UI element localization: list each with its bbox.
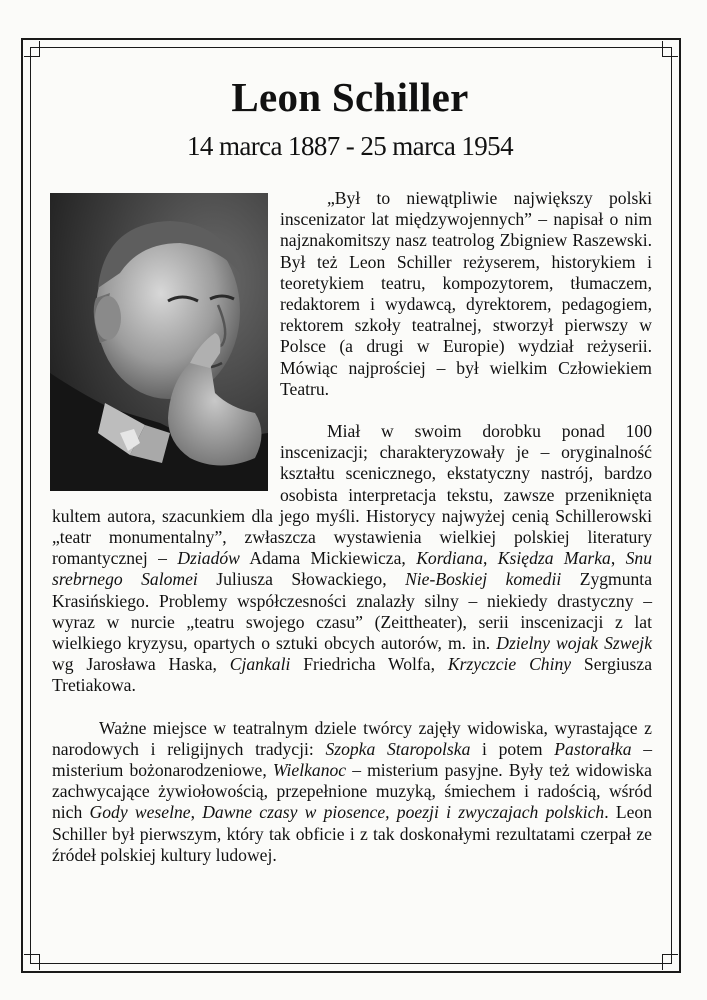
work-title: Cjankali bbox=[229, 654, 291, 675]
text-run: Zygmunta Krasińskiego. Problemy współczesności znalazły silny – niekiedy drastyczny – wyraz w nurcie „teatru swojego czasu” (Zeittheater), serii inscenizacji z lat wielkiego kryzysu, opartych o sztuki obcych autorów, m. in. bbox=[52, 569, 653, 654]
work-title: Szopka Staropolska bbox=[325, 738, 471, 759]
text-run: Sergiusza Tretiakowa. bbox=[52, 654, 653, 696]
work-title: Krzyczcie Chiny bbox=[447, 654, 572, 675]
text-run: . Leon Schiller był pierwszym, który tak obficie i z tak doskonałymi rezultatami czerpał ze źródeł polskiej kultury ludowej. bbox=[52, 802, 652, 865]
text-run: Adama Mickiewicza, bbox=[239, 548, 417, 569]
text-run: Friedricha Wolfa, bbox=[290, 654, 448, 675]
text-run: „Był to niewątpliwie największy polski inscenizator lat międzywojennych” – napisał o nim najznakomitszy nasz teatrolog Zbigniew Raszewski. Był też Leon Schiller reżyserem, historykiem i teoretykiem teatru, kompozytorem, tłumaczem, redaktorem i wydawcą, dyrektorem, pedagogiem, rektorem szkoły teatralnej, stworzył pierwszy w Polsce (a drugi w Europie) wydział reżyserii. Mówiąc najprościej – był wielkim Człowiekiem Teatru. bbox=[280, 188, 652, 399]
paragraph bbox=[52, 718, 652, 866]
work-title: Gody weselne bbox=[89, 802, 191, 823]
text-run: , bbox=[190, 802, 203, 823]
text-run: , bbox=[483, 548, 498, 569]
work-title: Nie-Boskiej komedii bbox=[405, 569, 562, 590]
work-title: Dawne czasy w piosence, poezji i zwyczajach polskich bbox=[202, 802, 605, 823]
text-run: Juliusza Słowackiego, bbox=[197, 569, 406, 590]
page-title: Leon Schiller bbox=[231, 74, 469, 120]
text-run: – misterium bożonarodzeniowe, bbox=[52, 738, 652, 781]
life-dates: 14 marca 1887 - 25 marca 1954 bbox=[187, 131, 513, 161]
text-run: i potem bbox=[470, 738, 555, 759]
work-title: Wielkanoc bbox=[272, 760, 347, 781]
portrait-spacer bbox=[52, 188, 270, 495]
text-run: , bbox=[610, 548, 626, 569]
frame-corner bbox=[24, 954, 40, 970]
frame-corner bbox=[24, 41, 40, 57]
work-title: Dziadów bbox=[177, 548, 240, 569]
work-title: Dzielny wojak Szwejk bbox=[496, 633, 652, 654]
biography-text bbox=[52, 188, 652, 866]
work-title: Snu srebrnego Salomei bbox=[52, 548, 653, 590]
work-title: Księdza Marka bbox=[497, 548, 611, 569]
work-title: Kordiana bbox=[416, 548, 483, 569]
text-run: Ważne miejsce w teatralnym dziele twórcy zajęły widowiska, wyrastające z narodowych i religijnych tradycji: bbox=[52, 717, 652, 759]
frame-corner bbox=[662, 954, 678, 970]
text-run: wg Jarosława Haska, bbox=[52, 654, 230, 675]
text-run: – misterium pasyjne. Były też widowiska zachwycające żywiołowością, przepełnione muzyką, śmiechem i radością, wśród nich bbox=[52, 760, 652, 823]
work-title: Pastorałka bbox=[554, 738, 632, 759]
text-run: Miał w swoim dorobku ponad 100 inscenizacji; charakteryzowały je – oryginalność kształtu scenicznego, ekstatyczny nastrój, bardzo osobista interpretacja tekstu, zawsze przeniknięta kultem autora, szacunkiem dla jego myśli. Historycy najwyżej cenią Schillerowski „teatr monumentalny”, zwłaszcza wystawienia wielkiej polskiej literatury romantycznej – bbox=[52, 421, 652, 569]
frame-corner bbox=[662, 41, 678, 57]
